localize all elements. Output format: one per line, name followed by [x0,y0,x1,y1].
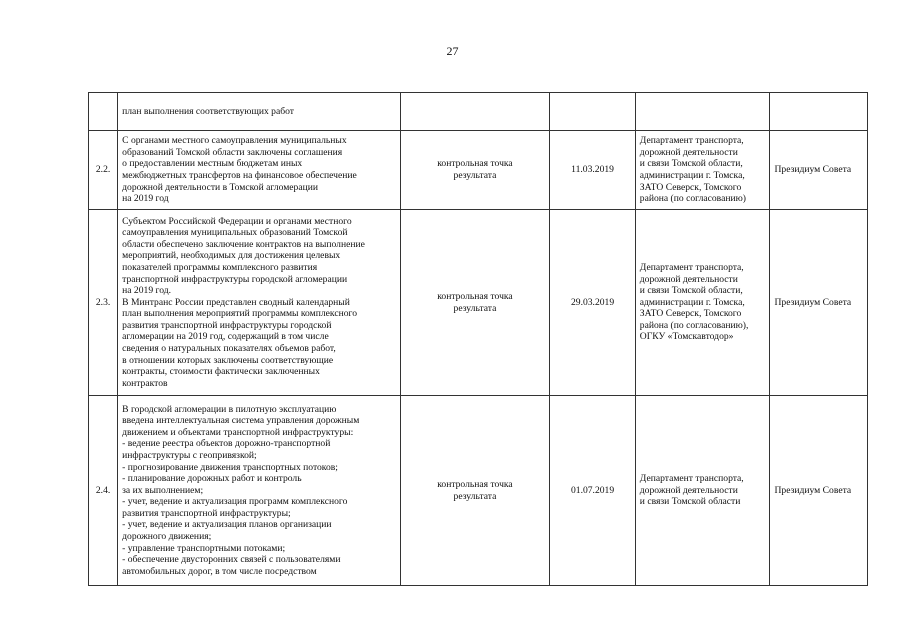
type-line: контрольная точка [437,478,513,490]
row-number: 2.4. [89,396,118,586]
responsible-line: ОГКУ «Томскавтодор» [639,331,734,343]
description-line: межбюджетных трансфертов на финансовое обеспечение [122,170,357,181]
responsible-executors [635,210,770,396]
description-line: о предоставлении местным бюджетам иных [122,158,303,170]
description-line: - учет, ведение и актуализация планов организации [122,519,332,531]
description-line: - учет, ведение и актуализация программ комплексного [122,496,348,508]
description-line: сведения о натуральных показателях объемов работ, [122,343,336,355]
description-line: в отношении которых заключены соответствующие [122,354,334,366]
type-line: результата [453,302,497,314]
description-line: - обеспечение двусторонних связей с пользователями [122,554,341,566]
type-line: контрольная точка [437,158,513,170]
responsible-line: дорожной деятельности [639,273,738,285]
description-line: образований Томской области заключены соглашения [122,146,343,158]
responsible-line: Департамент транспорта, [639,261,744,273]
responsible-line: администрации г. Томска, [639,296,745,308]
table-row [89,131,868,210]
table-row [89,396,868,586]
responsible-line: Департамент транспорта, [639,473,744,485]
description-line: план выполнения соответствующих работ [122,105,294,117]
deadline-date: 29.03.2019 [550,210,635,396]
table-row [89,93,868,131]
description-line: введена интеллектуальная система управления дорожным [122,415,360,427]
description-line: - управление транспортными потоками; [122,542,286,554]
responsible-line: дорожной деятельности [639,146,738,158]
description-line: - планирование дорожных работ и контроль [122,473,302,485]
event-description [118,93,400,131]
event-description [118,396,400,586]
deadline-date [550,93,635,131]
description-line: план выполнения мероприятий программы комплексного [122,308,357,320]
description-line: самоуправления муниципальных образований Томской [122,227,348,239]
responsible-line: и связи Томской области, [639,285,743,297]
description-line: дорожной деятельности в Томской агломерации [122,181,318,193]
description-line: на 2019 год. [122,285,172,297]
responsible-line: ЗАТО Северск, Томского [639,181,742,193]
event-type [400,210,550,396]
event-type [400,93,550,131]
deadline-date: 01.07.2019 [550,396,635,586]
responsible-line: дорожной деятельности [639,484,738,496]
description-line: Субъектом Российской Федерации и органами местного [122,215,352,227]
description-line: развития транспортной инфраструктуры; [122,507,291,519]
description-line: В городской агломерации в пилотную эксплуатацию [122,403,337,415]
plan-table-body [89,93,868,586]
responsible-executors [635,93,770,131]
description-line: контрактов [122,377,168,389]
page-number: 27 [446,44,459,58]
responsible-line: района (по согласованию) [639,193,746,205]
deadline-date: 11.03.2019 [550,131,635,210]
description-line: показателей программы комплексного развития [122,261,318,273]
event-description [118,210,400,396]
description-line: движением и объектами транспортной инфраструктуры: [122,426,354,438]
control-body: Президиум Совета [770,210,868,396]
event-type [400,131,550,210]
control-body: Президиум Совета [770,396,868,586]
responsible-line: Департамент транспорта, [639,135,744,147]
description-line: - ведение реестра объектов дорожно-транспортной [122,438,331,450]
type-line: результата [453,170,497,181]
description-line: развития транспортной инфраструктуры городской [122,319,332,331]
description-line: С органами местного самоуправления муниципальных [122,135,347,147]
responsible-executors [635,396,770,586]
description-line: транспортной инфраструктуры городской агломерации [122,273,348,285]
description-line: - прогнозирование движения транспортных потоков; [122,461,338,473]
responsible-line: и связи Томской области, [639,158,743,170]
type-line: результата [453,490,497,502]
row-number: 2.2. [89,131,118,210]
event-description [118,131,400,210]
description-line: за их выполнением; [122,484,204,496]
description-line: агломерации на 2019 год, содержащий в том числе [122,331,329,343]
description-line: автомобильных дорог, в том числе посредством [122,565,317,577]
description-line: мероприятий, необходимых для достижения целевых [122,250,341,262]
description-line: на 2019 год [122,193,169,205]
responsible-line: района (по согласованию), [639,319,749,331]
control-body: Президиум Совета [770,131,868,210]
description-line: контракты, стоимости фактически заключенных [122,366,320,378]
responsible-line: ЗАТО Северск, Томского [639,308,742,320]
plan-table [88,92,868,586]
description-line: области обеспечено заключение контрактов на выполнение [122,238,365,250]
description-line: инфраструктуры с геопривязкой; [122,449,257,461]
type-line: контрольная точка [437,290,513,302]
responsible-line: и связи Томской области [639,496,741,508]
row-number: 2.3. [89,210,118,396]
description-line: дорожного движения; [122,531,212,543]
responsible-executors [635,131,770,210]
row-number [89,93,118,131]
description-line: В Минтранс России представлен сводный календарный [122,296,350,308]
control-body [770,93,868,131]
event-type [400,396,550,586]
table-row [89,210,868,396]
responsible-line: администрации г. Томска, [639,170,745,181]
